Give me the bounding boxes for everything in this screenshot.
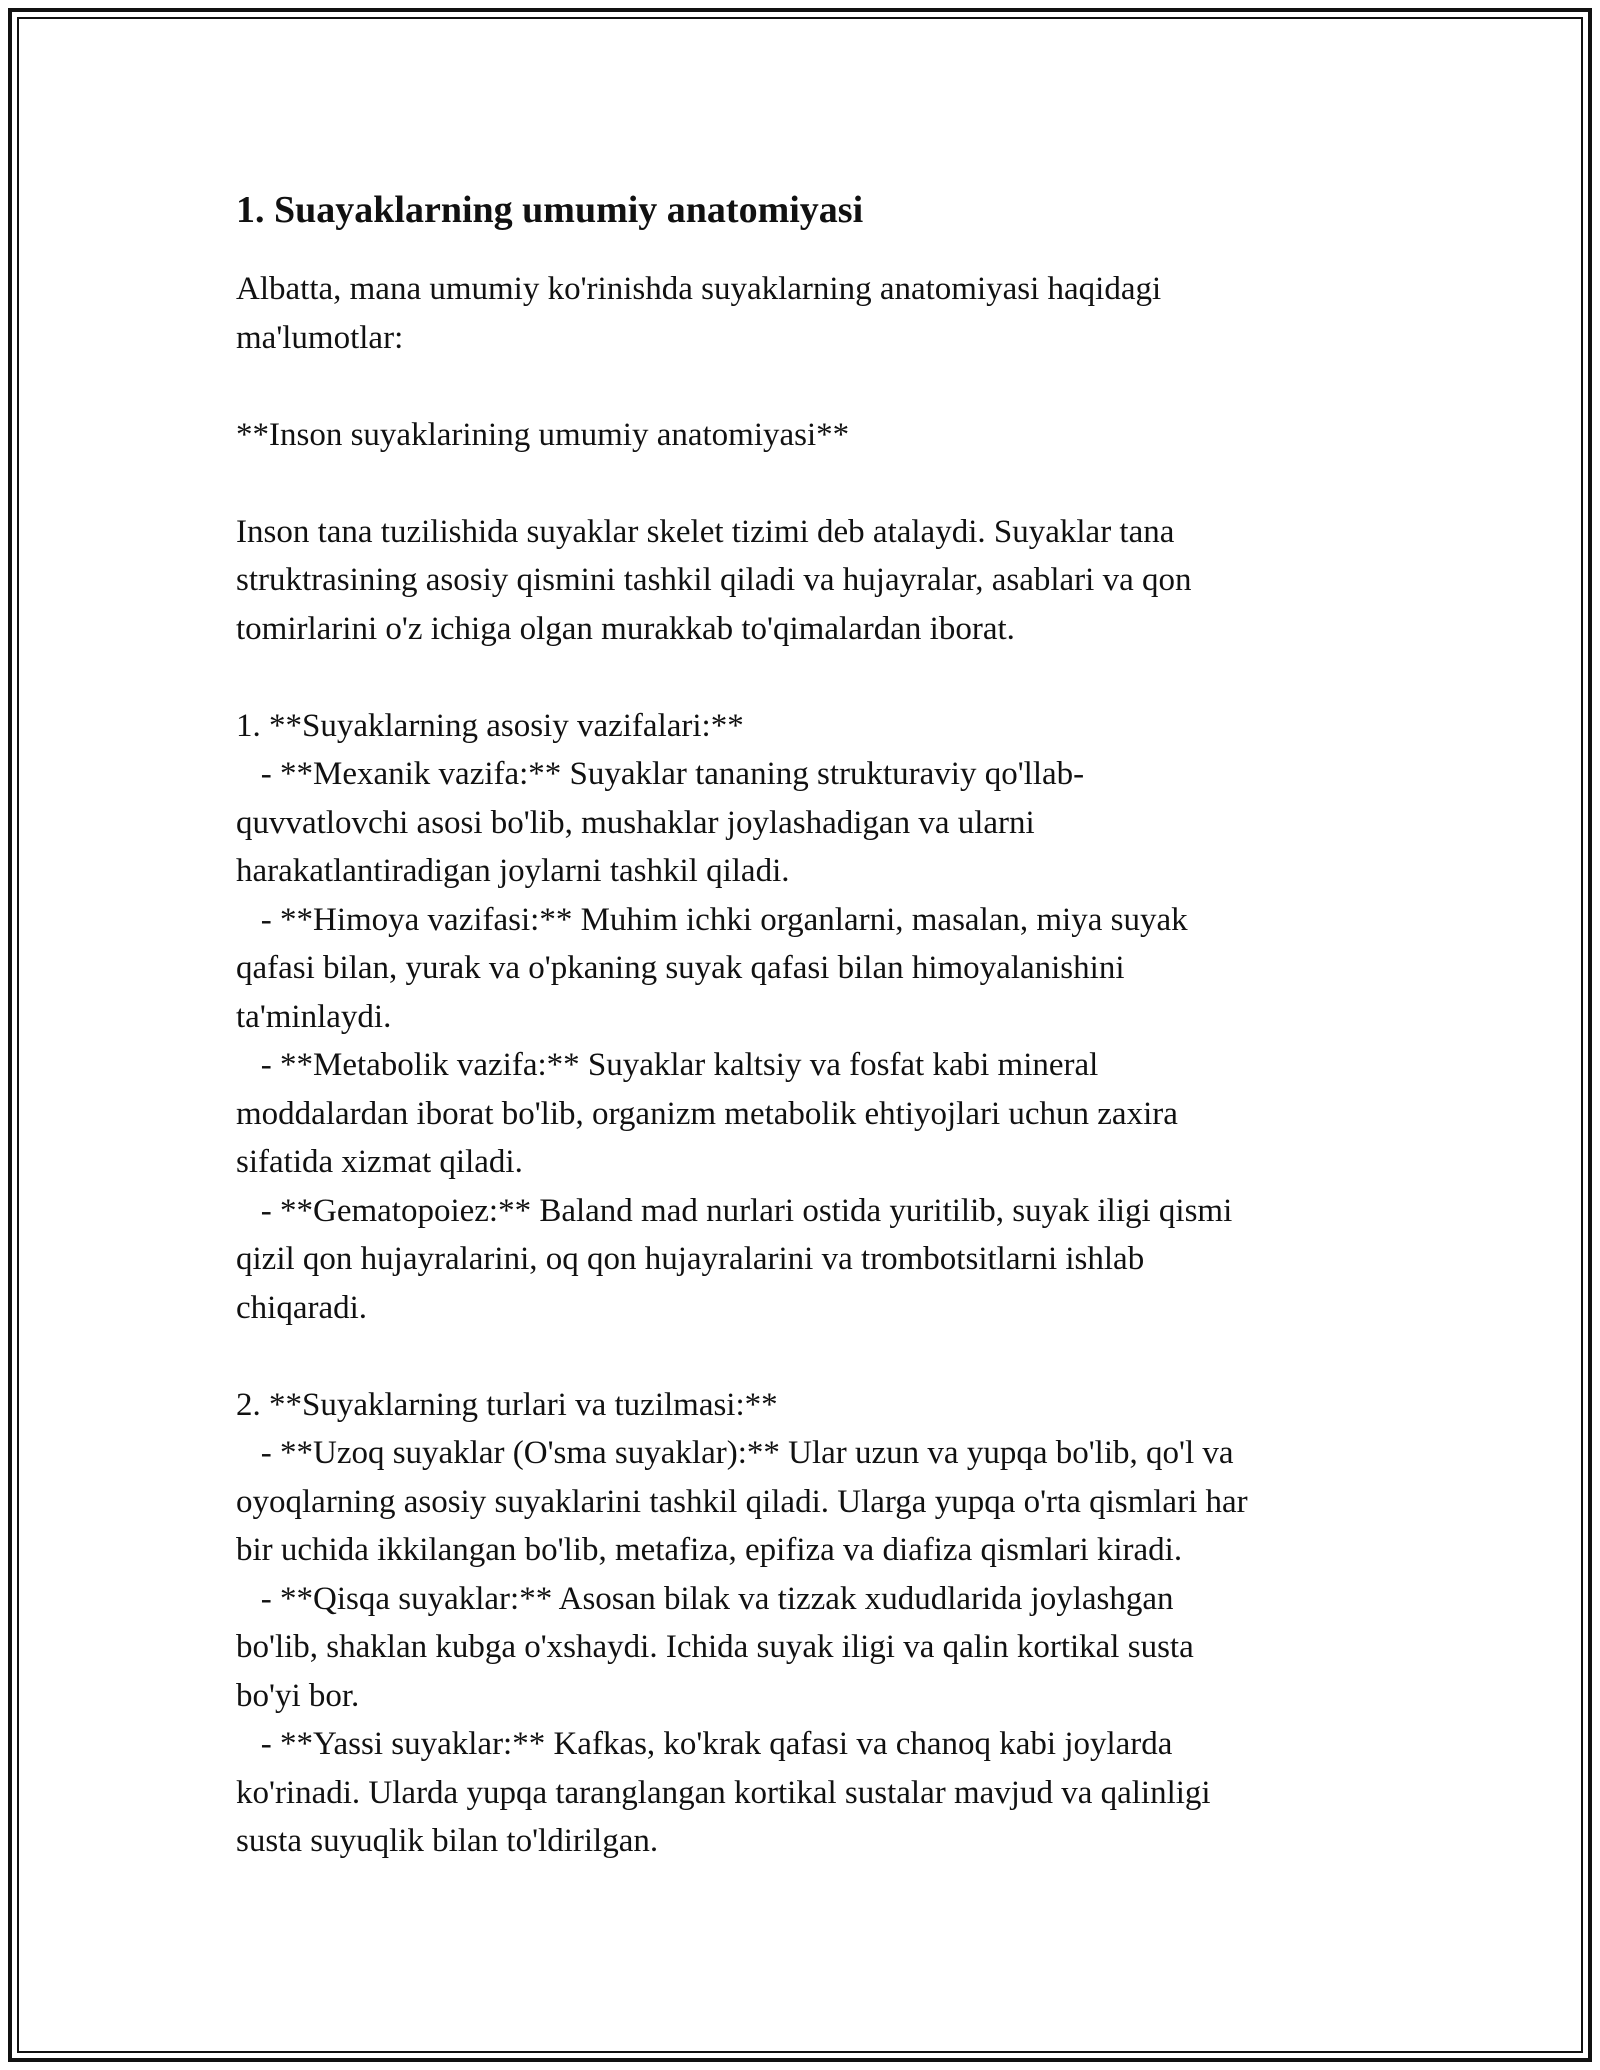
- text-line: 1. **Suyaklarning asosiy vazifalari:**: [236, 707, 744, 744]
- text-line: - **Uzoq suyaklar (O'sma suyaklar):** Ular uzun va yupqa bo'lib, qo'l va: [236, 1435, 1234, 1472]
- text-line: **Inson suyaklarining umumiy anatomiyasi**: [236, 416, 850, 453]
- text-line: sifatida xizmat qiladi.: [236, 1144, 523, 1181]
- document-text: [236, 265, 1376, 1866]
- text-line: harakatlantiradigan joylarni tashkil qiladi.: [236, 853, 790, 890]
- document-title: 1. Suayaklarning umumiy anatomiyasi: [236, 189, 864, 231]
- text-line: - **Himoya vazifasi:** Muhim ichki organlarni, masalan, miya suyak: [236, 901, 1188, 938]
- text-line: - **Metabolik vazifa:** Suyaklar kaltsiy va fosfat kabi mineral: [236, 1047, 1099, 1084]
- text-line: tomirlarini o'z ichiga olgan murakkab to'qimalardan iborat.: [236, 610, 1015, 647]
- text-line: - **Yassi suyaklar:** Kafkas, ko'krak qafasi va chanoq kabi joylarda: [236, 1726, 1173, 1763]
- text-line: qafasi bilan, yurak va o'pkaning suyak qafasi bilan himoyalanishini: [236, 950, 1125, 987]
- text-line: quvvatlovchi asosi bo'lib, mushaklar joylashadigan va ularni: [236, 804, 1035, 841]
- text-line: ma'lumotlar:: [236, 319, 404, 356]
- text-line: bo'yi bor.: [236, 1677, 360, 1714]
- text-line: - **Mexanik vazifa:** Suyaklar tananing strukturaviy qo'llab-: [236, 756, 1085, 793]
- text-line: chiqaradi.: [236, 1289, 368, 1326]
- text-line: susta suyuqlik bilan to'ldirilgan.: [236, 1823, 659, 1860]
- text-line: struktrasining asosiy qismini tashkil qiladi va hujayralar, asablari va qon: [236, 562, 1192, 599]
- text-line: 2. **Suyaklarning turlari va tuzilmasi:**: [236, 1386, 778, 1423]
- blank-line: [236, 653, 1376, 702]
- text-line: oyoqlarning asosiy suyaklarini tashkil qiladi. Ularga yupqa o'rta qismlari har: [236, 1483, 1248, 1520]
- text-line: - **Qisqa suyaklar:** Asosan bilak va tizzak xududlarida joylashgan: [236, 1580, 1174, 1617]
- text-line: Inson tana tuzilishida suyaklar skelet tizimi deb atalaydi. Suyaklar tana: [236, 513, 1175, 550]
- text-line: bir uchida ikkilangan bo'lib, metafiza, epifiza va diafiza qismlari kiradi.: [236, 1532, 1183, 1569]
- text-line: moddalardan iborat bo'lib, organizm metabolik ehtiyojlari uchun zaxira: [236, 1095, 1178, 1132]
- text-line: bo'lib, shaklan kubga o'xshaydi. Ichida suyak iligi va qalin kortikal susta: [236, 1629, 1194, 1666]
- blank-line: [236, 459, 1376, 508]
- text-line: ta'minlaydi.: [236, 998, 392, 1035]
- blank-line: [236, 1332, 1376, 1381]
- text-line: - **Gematopoiez:** Baland mad nurlari ostida yuritilib, suyak iligi qismi: [236, 1192, 1233, 1229]
- blank-line: [236, 362, 1376, 411]
- text-line: Albatta, mana umumiy ko'rinishda suyaklarning anatomiyasi haqidagi: [236, 271, 1162, 308]
- document-body: [236, 186, 1376, 1866]
- text-line: ko'rinadi. Ularda yupqa taranglangan kortikal sustalar mavjud va qalinligi: [236, 1774, 1211, 1811]
- text-line: qizil qon hujayralarini, oq qon hujayralarini va trombotsitlarni ishlab: [236, 1241, 1145, 1278]
